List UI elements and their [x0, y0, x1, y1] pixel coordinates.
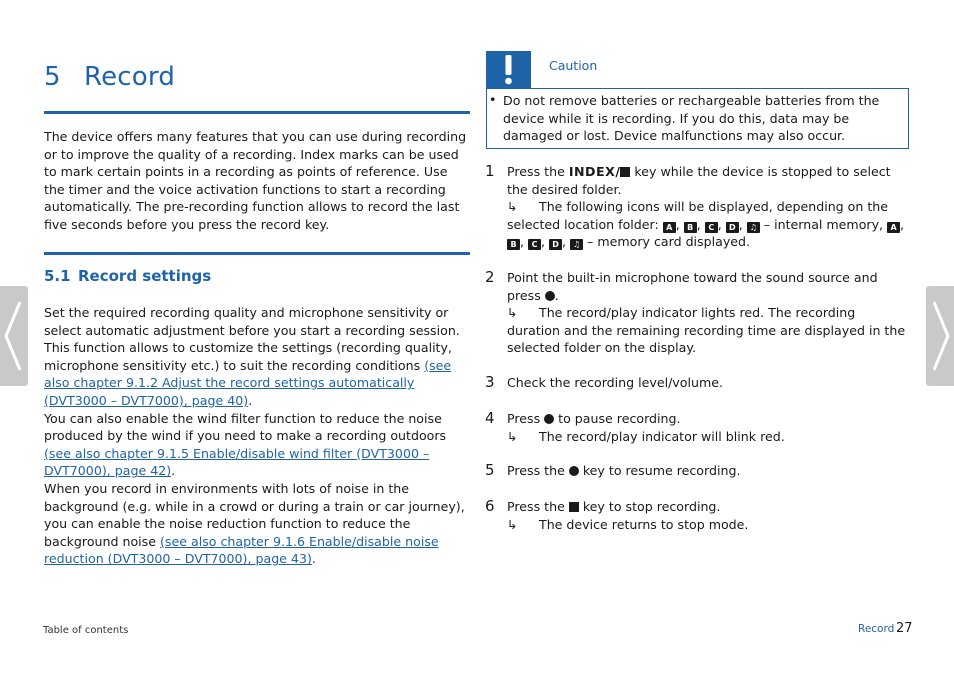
result-arrow-icon: ↳ [507, 305, 518, 321]
record-key-icon [569, 466, 579, 476]
step-4-text-2: to pause recording. [554, 411, 681, 426]
step-4-text: Press [507, 411, 545, 426]
folder-c-icon: C [705, 222, 718, 233]
card-folder-b-icon: B [507, 239, 520, 250]
card-folder-music-icon: ♫ [570, 239, 583, 250]
step-6-text: Press the [507, 499, 569, 514]
result-arrow-icon: ↳ [507, 516, 518, 532]
step-5 [507, 462, 909, 480]
section-body [44, 304, 472, 568]
separator: , [696, 216, 705, 232]
period: . [171, 463, 176, 479]
step-3-number: 3 [485, 373, 495, 391]
chapter-title-text: Record [84, 62, 176, 92]
step-6 [507, 498, 909, 533]
wind-filter-paragraph [44, 410, 472, 480]
settings-text: Set the required recording quality and microphone sensitivity or select automatic adjustment before you start a recording session. This function allows to customize the settings (recording quality, microphone sensitivity etc.) to suit the recording conditions [44, 305, 460, 373]
record-key-icon [545, 291, 555, 301]
folder-a-icon: A [663, 222, 676, 233]
step-1-number: 1 [485, 162, 495, 180]
caution-text: Do not remove batteries or rechargeable batteries from the device while it is recording. If you do this, data may be damaged or lost. Device malfunctions may also occur. [503, 93, 880, 144]
step-6-number: 6 [485, 497, 495, 515]
table-of-contents-link[interactable]: Table of contents [43, 625, 129, 636]
folder-d-icon: D [726, 222, 739, 233]
step-4-number: 4 [485, 409, 495, 427]
step-1-text: Press the [507, 164, 569, 179]
folder-music-icon: ♫ [747, 222, 760, 233]
settings-paragraph [44, 304, 472, 410]
period: . [554, 287, 559, 303]
caution-label: Caution [549, 58, 598, 73]
section-title-text: Record settings [78, 267, 212, 285]
separator: , [717, 216, 726, 232]
step-6-text-2: key to stop recording. [578, 499, 721, 514]
step-5-text: Press the [507, 463, 569, 478]
link-chapter-9-1-2[interactable]: (see also chapter 9.1.2 Adjust the record settings automatically (DVT3000 – DVT7000), page 40) [44, 357, 452, 408]
page-number: 27 [896, 621, 913, 636]
caution-bullet: • [489, 92, 497, 107]
index-key-label: INDEX/ [568, 164, 621, 179]
chevron-right-icon [926, 286, 954, 386]
step-2-number: 2 [485, 268, 495, 286]
record-key-icon [544, 414, 554, 424]
step-2 [507, 269, 909, 357]
link-chapter-9-1-5[interactable]: (see also chapter 9.1.5 Enable/disable wind filter (DVT3000 – DVT7000), page 42) [44, 445, 430, 479]
period: . [311, 551, 316, 567]
step-1-result: The following icons will be displayed, depending on the selected location folder: [507, 199, 889, 232]
noise-reduction-text: When you record in environments with lots of noise in the background (e.g. while in a crowd or during a train or car journey), you can enable the noise reduction function to reduce the background noise [44, 480, 465, 549]
step-5-number: 5 [485, 461, 495, 479]
chapter-rule [44, 111, 470, 114]
step-2-result: The record/play indicator lights red. The recording duration and the remaining recording time are displayed in the selected folder on the display. [507, 305, 906, 356]
wind-filter-text: You can also enable the wind filter function to reduce the noise produced by the wind if you need to make a recording outdoors [44, 410, 447, 444]
separator: , [520, 234, 529, 250]
exclamation-icon [486, 51, 531, 88]
internal-memory-text: – internal memory, [759, 216, 888, 232]
section-title [44, 267, 211, 285]
intro-paragraph: The device offers many features that you can use during recording or to improve the quality of a recording. Index marks can be used to mark certain points in a recording as points of reference. Use the timer and the voice activation functions to start a recording automatically. The pre-recording function allows to record the last five seconds before you press the record key. [44, 129, 467, 232]
separator: , [562, 234, 571, 250]
separator: , [675, 216, 684, 232]
result-arrow-icon: ↳ [507, 199, 518, 215]
separator: , [541, 234, 550, 250]
period: . [248, 392, 253, 408]
memory-card-text: – memory card displayed. [583, 234, 751, 250]
step-6-result: The device returns to stop mode. [539, 516, 749, 532]
link-chapter-9-1-6[interactable]: (see also chapter 9.1.6 Enable/disable noise reduction (DVT3000 – DVT7000), page 43) [44, 533, 439, 567]
separator: , [900, 216, 905, 232]
step-1 [507, 163, 909, 251]
footer-section-label: Record [858, 623, 895, 635]
folder-b-icon: B [684, 222, 697, 233]
chapter-number: 5 [44, 62, 61, 92]
card-folder-a-icon: A [887, 222, 900, 233]
caution-icon-box [486, 51, 531, 88]
step-4 [507, 410, 909, 445]
step-2-text: Point the built-in microphone toward the sound source and press [507, 270, 878, 303]
step-1-text-2: key while the device is stopped to select the desired folder. [507, 164, 891, 197]
next-page-button[interactable] [926, 286, 954, 386]
stop-key-icon [620, 167, 630, 177]
step-3 [507, 374, 909, 392]
card-folder-c-icon: C [528, 239, 541, 250]
noise-reduction-paragraph [44, 480, 472, 568]
separator: , [738, 216, 747, 232]
section-rule [44, 252, 470, 255]
result-arrow-icon: ↳ [507, 428, 518, 444]
previous-page-button[interactable] [0, 286, 28, 386]
chevron-left-icon [0, 286, 28, 386]
card-folder-d-icon: D [549, 239, 562, 250]
step-3-text: Check the recording level/volume. [507, 375, 723, 390]
step-4-result: The record/play indicator will blink red. [539, 428, 785, 444]
step-5-text-2: key to resume recording. [578, 463, 741, 478]
section-number: 5.1 [44, 267, 71, 285]
stop-key-icon [569, 502, 579, 512]
chapter-title [44, 62, 175, 92]
